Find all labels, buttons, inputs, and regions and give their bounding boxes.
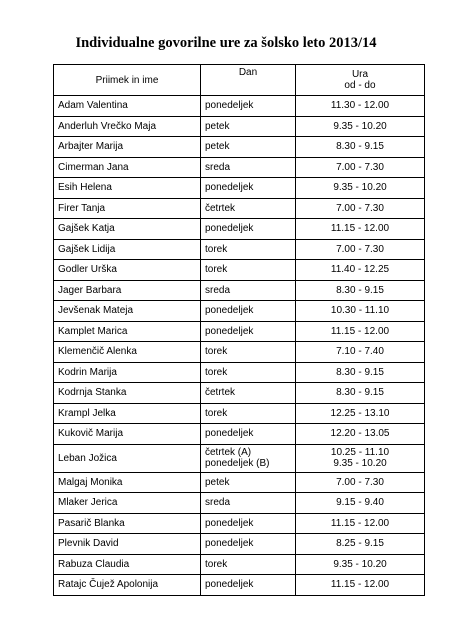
time-text: 12.20 - 13.05 xyxy=(330,428,390,440)
day-text: petek xyxy=(205,141,230,153)
teacher-name-cell: Firer Tanja xyxy=(54,198,201,219)
time-text: 9.15 - 9.40 xyxy=(336,497,384,509)
time-text: 10.30 - 11.10 xyxy=(330,305,390,317)
day-text: ponedeljek xyxy=(205,305,254,317)
time-cell xyxy=(296,424,425,445)
day-text: četrtek xyxy=(205,387,236,399)
header-name: Priimek in ime xyxy=(54,65,201,96)
teacher-name-cell: Esih Helena xyxy=(54,178,201,199)
teacher-name-cell: Ratajc Čujež Apolonija xyxy=(54,575,201,596)
time-text: 7.00 - 7.30 xyxy=(336,243,384,255)
table-row xyxy=(54,321,425,342)
time-text: 9.35 - 10.20 xyxy=(333,458,387,469)
time-cell xyxy=(296,554,425,575)
time-text: 7.00 - 7.30 xyxy=(336,161,384,173)
table-row xyxy=(54,403,425,424)
time-cell xyxy=(296,301,425,322)
day-text: torek xyxy=(205,366,228,378)
teacher-name-cell: Arbajter Marija xyxy=(54,137,201,158)
day-text: ponedeljek xyxy=(205,428,254,440)
table-row xyxy=(54,137,425,158)
teacher-name-cell: Plevnik David xyxy=(54,534,201,555)
table-row xyxy=(54,362,425,383)
teacher-name-cell: Kamplet Marica xyxy=(54,321,201,342)
day-cell xyxy=(201,260,296,281)
day-text: ponedeljek (B) xyxy=(205,458,270,469)
time-text: 11.15 - 12.00 xyxy=(330,579,390,591)
teacher-name-cell: Kukovič Marija xyxy=(54,424,201,445)
teacher-name-cell: Adam Valentina xyxy=(54,96,201,117)
day-cell xyxy=(201,383,296,404)
day-text: torek xyxy=(205,407,228,419)
time-cell xyxy=(296,137,425,158)
teacher-name-cell: Godler Urška xyxy=(54,260,201,281)
time-text: 10.25 - 11.10 xyxy=(330,447,390,458)
table-row xyxy=(54,157,425,178)
time-text: 9.35 - 10.20 xyxy=(333,182,387,194)
time-cell xyxy=(296,383,425,404)
day-cell xyxy=(201,575,296,596)
time-text: 9.35 - 10.20 xyxy=(333,558,387,570)
table-row xyxy=(54,493,425,514)
table-row xyxy=(54,513,425,534)
teacher-name-cell: Krampl Jelka xyxy=(54,403,201,424)
day-cell xyxy=(201,493,296,514)
day-cell xyxy=(201,554,296,575)
day-text: torek xyxy=(205,558,228,570)
day-cell xyxy=(201,239,296,260)
time-cell xyxy=(296,96,425,117)
teacher-name-cell: Klemenčič Alenka xyxy=(54,342,201,363)
time-cell xyxy=(296,403,425,424)
day-cell xyxy=(201,362,296,383)
day-text: četrtek (A) xyxy=(205,447,252,458)
day-text: ponedeljek xyxy=(205,579,254,591)
time-text: 9.35 - 10.20 xyxy=(333,120,387,132)
time-cell xyxy=(296,493,425,514)
time-text: 8.30 - 9.15 xyxy=(336,141,384,153)
day-cell xyxy=(201,444,296,472)
teacher-name-cell: Jevšenak Mateja xyxy=(54,301,201,322)
time-cell xyxy=(296,178,425,199)
day-text: torek xyxy=(205,243,228,255)
schedule-table xyxy=(53,64,425,596)
time-cell xyxy=(296,116,425,137)
time-cell xyxy=(296,239,425,260)
header-row xyxy=(54,65,425,96)
time-text: 11.30 - 12.00 xyxy=(330,100,390,112)
time-cell xyxy=(296,342,425,363)
day-cell xyxy=(201,403,296,424)
header-time-label: Ura xyxy=(351,69,369,80)
day-text: petek xyxy=(205,476,230,488)
teacher-name-cell: Jager Barbara xyxy=(54,280,201,301)
teacher-name-cell: Pasarič Blanka xyxy=(54,513,201,534)
time-text: 7.10 - 7.40 xyxy=(336,346,384,358)
teacher-name-cell: Leban Jožica xyxy=(54,444,201,472)
time-text: 7.00 - 7.30 xyxy=(336,202,384,214)
time-text: 12.25 - 13.10 xyxy=(330,407,390,419)
table-row xyxy=(54,116,425,137)
teacher-name-cell: Cimerman Jana xyxy=(54,157,201,178)
day-text: ponedeljek xyxy=(205,517,254,529)
teacher-name-cell: Gajšek Katja xyxy=(54,219,201,240)
time-cell xyxy=(296,444,425,472)
day-cell xyxy=(201,321,296,342)
table-row xyxy=(54,342,425,363)
day-text: sreda xyxy=(205,497,231,509)
table-row xyxy=(54,96,425,117)
day-cell xyxy=(201,157,296,178)
teacher-name-cell: Rabuza Claudia xyxy=(54,554,201,575)
day-text: torek xyxy=(205,264,228,276)
table-row xyxy=(54,178,425,199)
day-text: torek xyxy=(205,346,228,358)
day-cell xyxy=(201,198,296,219)
time-cell xyxy=(296,534,425,555)
table-row xyxy=(54,301,425,322)
time-cell xyxy=(296,157,425,178)
time-text: 8.30 - 9.15 xyxy=(336,387,384,399)
day-cell xyxy=(201,280,296,301)
time-cell xyxy=(296,575,425,596)
day-cell xyxy=(201,472,296,493)
table-row xyxy=(54,575,425,596)
time-cell xyxy=(296,198,425,219)
time-cell xyxy=(296,362,425,383)
time-text: 11.15 - 12.00 xyxy=(330,223,390,235)
day-cell xyxy=(201,342,296,363)
header-time xyxy=(296,65,425,96)
day-text: četrtek xyxy=(205,202,236,214)
day-cell xyxy=(201,116,296,137)
day-cell xyxy=(201,513,296,534)
time-text: 8.30 - 9.15 xyxy=(336,284,384,296)
table-row xyxy=(54,444,425,472)
time-text: 11.40 - 12.25 xyxy=(330,264,390,276)
time-text: 8.25 - 9.15 xyxy=(336,538,384,550)
day-cell xyxy=(201,424,296,445)
time-cell xyxy=(296,321,425,342)
table-row xyxy=(54,424,425,445)
day-text: ponedeljek xyxy=(205,325,254,337)
table-body xyxy=(54,96,425,596)
day-cell xyxy=(201,178,296,199)
teacher-name-cell: Malgaj Monika xyxy=(54,472,201,493)
day-text: ponedeljek xyxy=(205,538,254,550)
teacher-name-cell: Gajšek Lidija xyxy=(54,239,201,260)
time-text: 7.00 - 7.30 xyxy=(336,476,384,488)
teacher-name-cell: Anderluh Vrečko Maja xyxy=(54,116,201,137)
teacher-name-cell: Mlaker Jerica xyxy=(54,493,201,514)
time-cell xyxy=(296,513,425,534)
day-text: ponedeljek xyxy=(205,223,254,235)
table-row xyxy=(54,219,425,240)
table-row xyxy=(54,534,425,555)
time-cell xyxy=(296,219,425,240)
table-row xyxy=(54,554,425,575)
day-text: sreda xyxy=(205,161,231,173)
day-text: ponedeljek xyxy=(205,100,254,112)
header-time-range: od - do xyxy=(344,80,376,91)
day-text: sreda xyxy=(205,284,231,296)
day-text: ponedeljek xyxy=(205,182,254,194)
time-cell xyxy=(296,472,425,493)
table-row xyxy=(54,280,425,301)
teacher-name-cell: Kodrnja Stanka xyxy=(54,383,201,404)
day-cell xyxy=(201,219,296,240)
day-cell xyxy=(201,301,296,322)
time-text: 8.30 - 9.15 xyxy=(336,366,384,378)
table-row xyxy=(54,383,425,404)
time-cell xyxy=(296,280,425,301)
document-title: Individualne govorilne ure za šolsko leto 2013/14 xyxy=(75,35,377,51)
table-row xyxy=(54,239,425,260)
day-cell xyxy=(201,96,296,117)
table-row xyxy=(54,198,425,219)
table-row xyxy=(54,472,425,493)
time-text: 11.15 - 12.00 xyxy=(330,325,390,337)
teacher-name-cell: Kodrin Marija xyxy=(54,362,201,383)
day-cell xyxy=(201,137,296,158)
time-cell xyxy=(296,260,425,281)
header-day: Dan xyxy=(201,65,296,96)
table-row xyxy=(54,260,425,281)
day-text: petek xyxy=(205,120,230,132)
day-cell xyxy=(201,534,296,555)
time-text: 11.15 - 12.00 xyxy=(330,517,390,529)
